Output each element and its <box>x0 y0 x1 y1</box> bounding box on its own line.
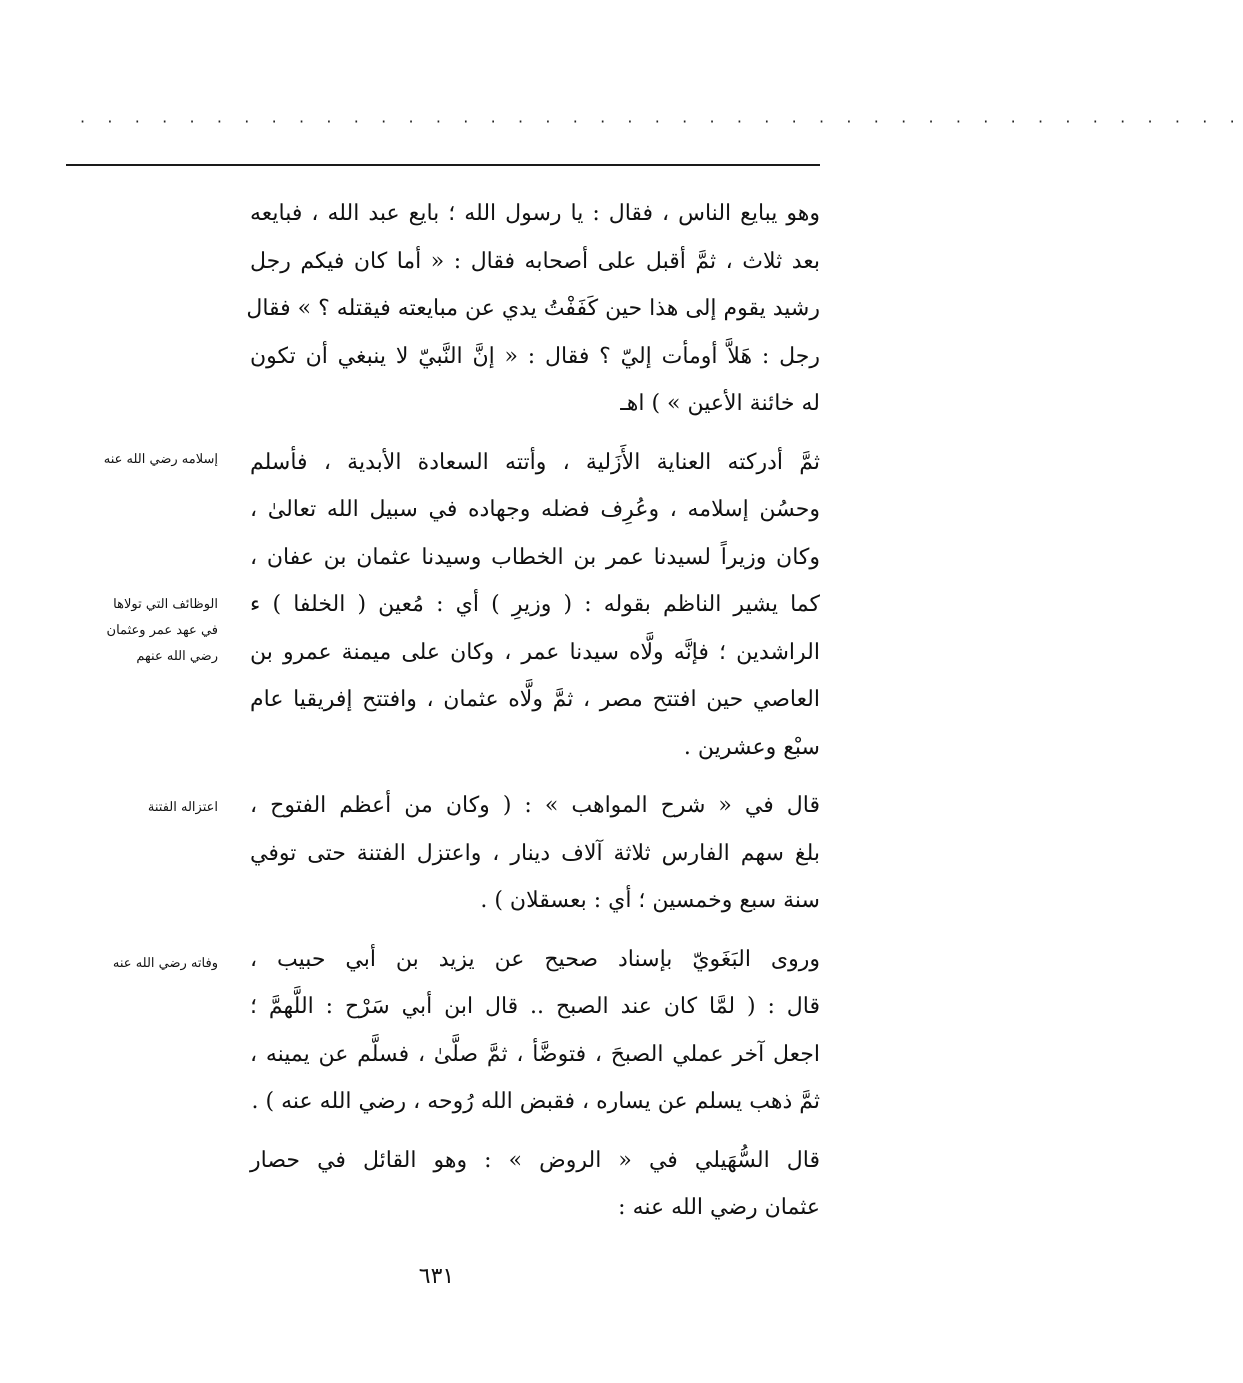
main-text <box>246 190 820 1232</box>
text-line: رشيد يقوم إلى هذا حين كَفَفْتُ يدي عن مبايعته فيقتله ؟ » فقال <box>246 296 820 321</box>
text-line: سنة سبع وخمسين ؛ أي : بعسقلان ) . <box>480 888 820 913</box>
text-line: قال : ( لمَّا كان عند الصبح .. قال ابن أبي سَرْح : اللَّهمَّ ؛ <box>250 994 820 1019</box>
margin-note-seclusion: اعتزاله الفتنة <box>147 800 218 815</box>
text-line: العاصي حين افتتح مصر ، ثمَّ ولَّاه عثمان ، وافتتح إفريقيا عام <box>250 687 820 712</box>
text-line: سبْع وعشرين . <box>683 734 820 760</box>
paragraph <box>250 936 820 1126</box>
margin-note-death: وفاته رضي الله عنه <box>112 956 218 971</box>
text-line: بلغ سهم الفارس ثلاثة آلاف دينار ، واعتزل الفتنة حتى توفي <box>250 840 820 866</box>
header-dotted-line: · · · · · · · · · · · · · · · · · · · · · · · · · · · · · · · · · · · · · · · · · · · <box>80 112 1243 131</box>
margin-note-line: في عهد عمر وعثمان <box>106 623 218 638</box>
margin-note-line: الوظائف التي تولاها <box>113 597 218 612</box>
paragraph <box>250 782 820 925</box>
text-line: وروى البَغَويّ بإسناد صحيح عن يزيد بن أبي حبيب ، <box>250 946 820 972</box>
page-number: ٦٣١ <box>418 1264 455 1289</box>
text-line: بعد ثلاث ، ثمَّ أقبل على أصحابه فقال : « أما كان فيكم رجل <box>250 248 820 274</box>
header-rule <box>66 164 820 166</box>
margin-note-line: رضي الله عنهم <box>136 649 218 664</box>
text-line: له خائنة الأعين » ) اهـ <box>620 391 820 416</box>
text-line: قال في « شرح المواهب » : ( وكان من أعظم الفتوح ، <box>250 793 820 818</box>
text-line: كما يشير الناظم بقوله : ( وزيرِ ) أي : مُعين ( الخلفا ) ء <box>250 592 820 617</box>
margin-note-offices <box>58 592 218 670</box>
text-line: عثمان رضي الله عنه : <box>618 1195 820 1220</box>
margin-note-conversion: إسلامه رضي الله عنه <box>103 452 218 467</box>
text-line: رجل : هَلاَّ أومأت إليّ ؟ فقال : « إنَّ النَّبيّ لا ينبغي أن تكون <box>250 343 820 369</box>
paragraph <box>246 190 820 428</box>
paragraph <box>250 439 820 772</box>
text-line: ثمَّ ذهب يسلم عن يساره ، فقبض الله رُوحه ، رضي الله عنه ) . <box>251 1089 820 1114</box>
text-line: قال السُّهَيلي في « الروض » : وهو القائل في حصار <box>250 1147 820 1173</box>
text-line: ثمَّ أدركته العناية الأَزَلية ، وأتته السعادة الأبدية ، فأسلم <box>250 449 820 475</box>
text-line: اجعل آخر عملي الصبحَ ، فتوضَّأ ، ثمَّ صلَّىٰ ، فسلَّم عن يمينه ، <box>250 1041 820 1067</box>
text-line: وحسُن إسلامه ، وعُرِف فضله وجهاده في سبيل الله تعالىٰ ، <box>250 497 820 522</box>
text-line: وهو يبايع الناس ، فقال : يا رسول الله ؛ بايع عبد الله ، فبايعه <box>250 201 820 226</box>
text-line: وكان وزيراً لسيدنا عمر بن الخطاب وسيدنا عثمان بن عفان ، <box>250 544 820 570</box>
paragraph <box>250 1137 820 1232</box>
text-line: الراشدين ؛ فإنَّه ولَّاه سيدنا عمر ، وكان على ميمنة عمرو بن <box>250 639 820 665</box>
